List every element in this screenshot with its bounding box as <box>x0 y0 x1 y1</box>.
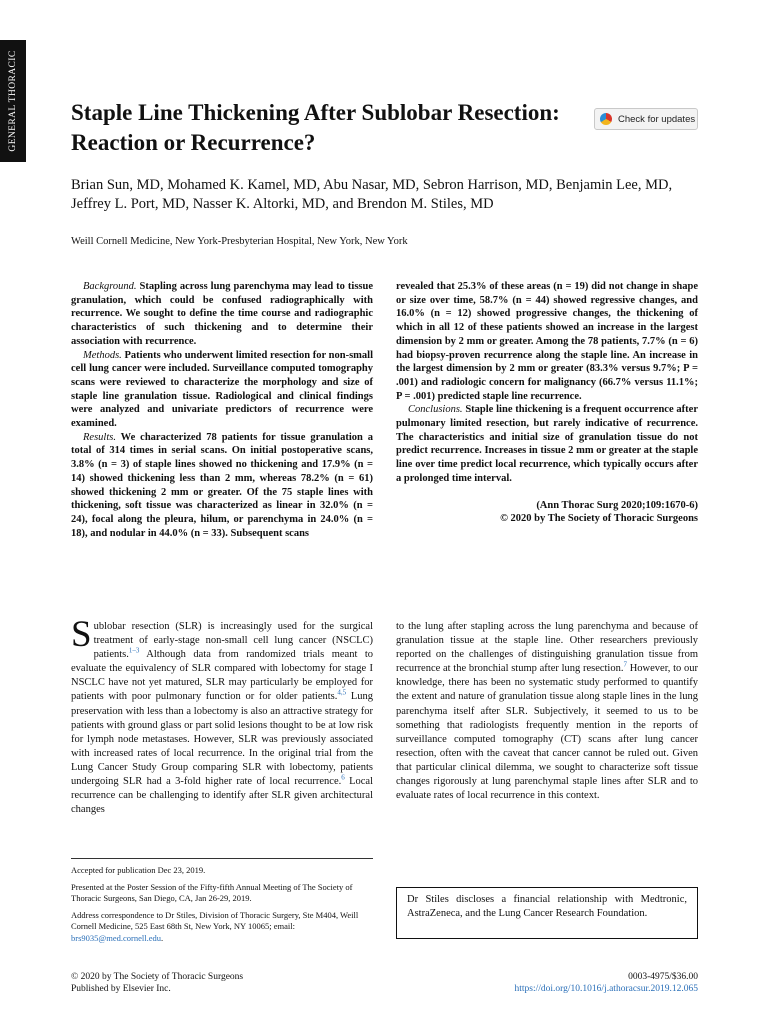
presented-note: Presented at the Poster Session of the Fifty-fifth Annual Meeting of The Society of Thoracic Surgeons, San Diego, CA, Jan 26-29, 2019. <box>71 881 353 904</box>
crossmark-icon <box>600 113 612 125</box>
methods-label: Methods. <box>83 349 122 361</box>
doi-link[interactable]: https://doi.org/10.1016/j.athoracsur.2019.12.065 <box>514 984 698 994</box>
citation: (Ann Thorac Surg 2020;109:1670-6) <box>536 499 698 511</box>
drop-cap: S <box>71 614 92 655</box>
intro-text: ublobar resection (SLR) is increasingly used for the surgical treatment of early-stage non-small cell lung cancer (NSCLC) patients.$^{1-3}$ Although data from randomized trials meant to evaluate the equivalency of SLR compared with lobectomy for stage I NSCLC have not yet matured, SLR may particularly be employed for patients with poor pulmonary function or for older patients.$^{4,5}$ Lung preservation with less than a lobectomy is also an attractive strategy for patients with ground glass or part solid lesions thought to be at low risk for lymph node metastases. However, SLR was previously associated with increased rates of local recurrence. In the original trial from the Lung Cancer Study Group comparing SLR with lobectomy, patients undergoing SLR had a 3-fold higher rate of local recurrence.$^6$ Local recurrence can be challenging to identify after SLR given architectural changes <box>71 621 373 816</box>
abstract-background <box>71 280 373 349</box>
disclosure-box: Dr Stiles discloses a financial relationship with Medtronic, AstraZeneca, and the Lung Cancer Research Foundation. <box>396 887 698 939</box>
conclusions-label: Conclusions. <box>408 404 463 416</box>
abstract-results-continued: revealed that 25.3% of these areas (n = 19) did not change in shape or size over time, 58.7% (n = 44) showed regressive changes, and 16.0% (n = 12) showed progressive changes, the thickening of which in all 12 of these patients showed an increase in the largest dimension by 2 mm or greater. Among the 78 patients, 7.7% (n = 6) had biopsy-proven recurrence along the staple line. An increase in the largest dimension by 2 mm or greater (83.3% versus 9.7%; P = .001) and radiologic concern for malignancy (66.7% versus 11.1%; P = .001) predicted staple line recurrence. <box>396 281 698 402</box>
check-for-updates-button[interactable] <box>594 108 698 130</box>
conclusions-text: Staple line thickening is a frequent occurrence after pulmonary limited resection, but rarely indicative of recurrence. The characteristics and initial size of granulation tissue do not predict recurrence. Increases in tissue 2 mm or greater at the staple line over time predict local recurrence, which typically occurs after a prolonged time interval. <box>396 404 698 484</box>
abstract-column-left <box>71 280 373 540</box>
abstract-results <box>71 431 373 541</box>
correspondence-address <box>71 910 373 945</box>
abstract-methods <box>71 349 373 431</box>
address-text: Address correspondence to Dr Stiles, Division of Thoracic Surgery, Ste M404, Weill Cornell Medicine, 525 East 68th St, New York, NY 10065; email: <box>71 909 359 932</box>
abstract-column-right <box>396 280 698 526</box>
methods-text: Patients who underwent limited resection for non-small cell lung cancer were included. Surveillance computed tomography scans were reviewed to characterize the morphology and size of staple line granulation tissue. Radiological and clinical findings were analyzed and univariate predictors of recurrence were examined. <box>71 349 373 430</box>
footer-left <box>71 971 243 995</box>
abstract-copyright: © 2020 by The Society of Thoracic Surgeons <box>500 513 698 525</box>
results-text: We characterized 78 patients for tissue granulation a total of 314 times in serial scans. On initial postoperative scans, 3.8% (n = 3) of staple lines showed no thickening and 17.9% (n = 14) showed thickening less than 2 mm, whereas 78.2% (n = 61) showed thickening 2 mm or greater. Of the 75 staple lines with thickening, soft tissue was characterized as linear in 32.0% (n = 24), focal along the pleura, hilum, or parenchyma in 24.0% (n = 18), and nodular in 44.0% (n = 33). Subsequent scans <box>71 431 373 539</box>
author-list: Brian Sun, MD, Mohamed K. Kamel, MD, Abu Nasar, MD, Sebron Harrison, MD, Benjamin Lee, MD, Jeffrey L. Port, MD, Nasser K. Altorki, MD, and Brendon M. Stiles, MD <box>71 177 673 212</box>
footer-copyright: © 2020 by The Society of Thoracic Surgeons <box>71 972 244 982</box>
footnotes <box>71 858 373 950</box>
section-tab <box>0 40 26 162</box>
section-tab-label: GENERAL THORACIC <box>8 50 18 152</box>
intro-paragraph-continued: to the lung after stapling across the lung parenchyma and because of granulation tissue at the staple line. Other researchers previously reported on the challenges of distinguishing granulation tissue from recurrence at the bronchial stump after lung resection.$^7$ However, to our knowledge, there has been no systematic study performed to quantify the extent and nature of granulation tissue along staple lines in the lung parenchyma itself after SLR. Subjectively, it seemed to us to be something that radiologists frequently mention in the reports of surveillance computed tomography (CT) scans after lung cancer resection, often with the caveat that cancer cannot be ruled out. Given that particular clinical dilemma, we sought to characterize soft tissue changes rigorously at lung parenchymal staple lines after SLR and to evaluate rates of local recurrence in this context. <box>396 621 698 802</box>
results-label: Results. <box>83 431 116 443</box>
issn-price: 0003-4975/$36.00 <box>628 972 698 982</box>
email-tail: . <box>160 932 164 943</box>
abstract-conclusions <box>396 403 698 485</box>
affiliation: Weill Cornell Medicine, New York-Presbyterian Hospital, New York, New York <box>71 236 408 247</box>
intro-paragraph <box>71 614 373 817</box>
accepted-date: Accepted for publication Dec 23, 2019. <box>71 865 206 875</box>
body-column-left <box>71 614 373 817</box>
background-text: Stapling across lung parenchyma may lead to tissue granulation, which could be confused radiographically with recurrence. We sought to define the time course and radiographic characteristics of such thickening and to determine their association with recurrence. <box>71 281 373 347</box>
check-for-updates-label: Check for updates <box>618 113 696 125</box>
email-link[interactable]: brs9035@med.cornell.edu <box>71 932 161 943</box>
background-label: Background. <box>83 281 137 292</box>
footer-publisher: Published by Elsevier Inc. <box>71 984 171 994</box>
article-title: Staple Line Thickening After Sublobar Resection: Reaction or Recurrence? <box>71 100 560 155</box>
citation-block <box>396 499 698 526</box>
footer-right <box>515 971 698 995</box>
body-column-right <box>396 620 698 803</box>
